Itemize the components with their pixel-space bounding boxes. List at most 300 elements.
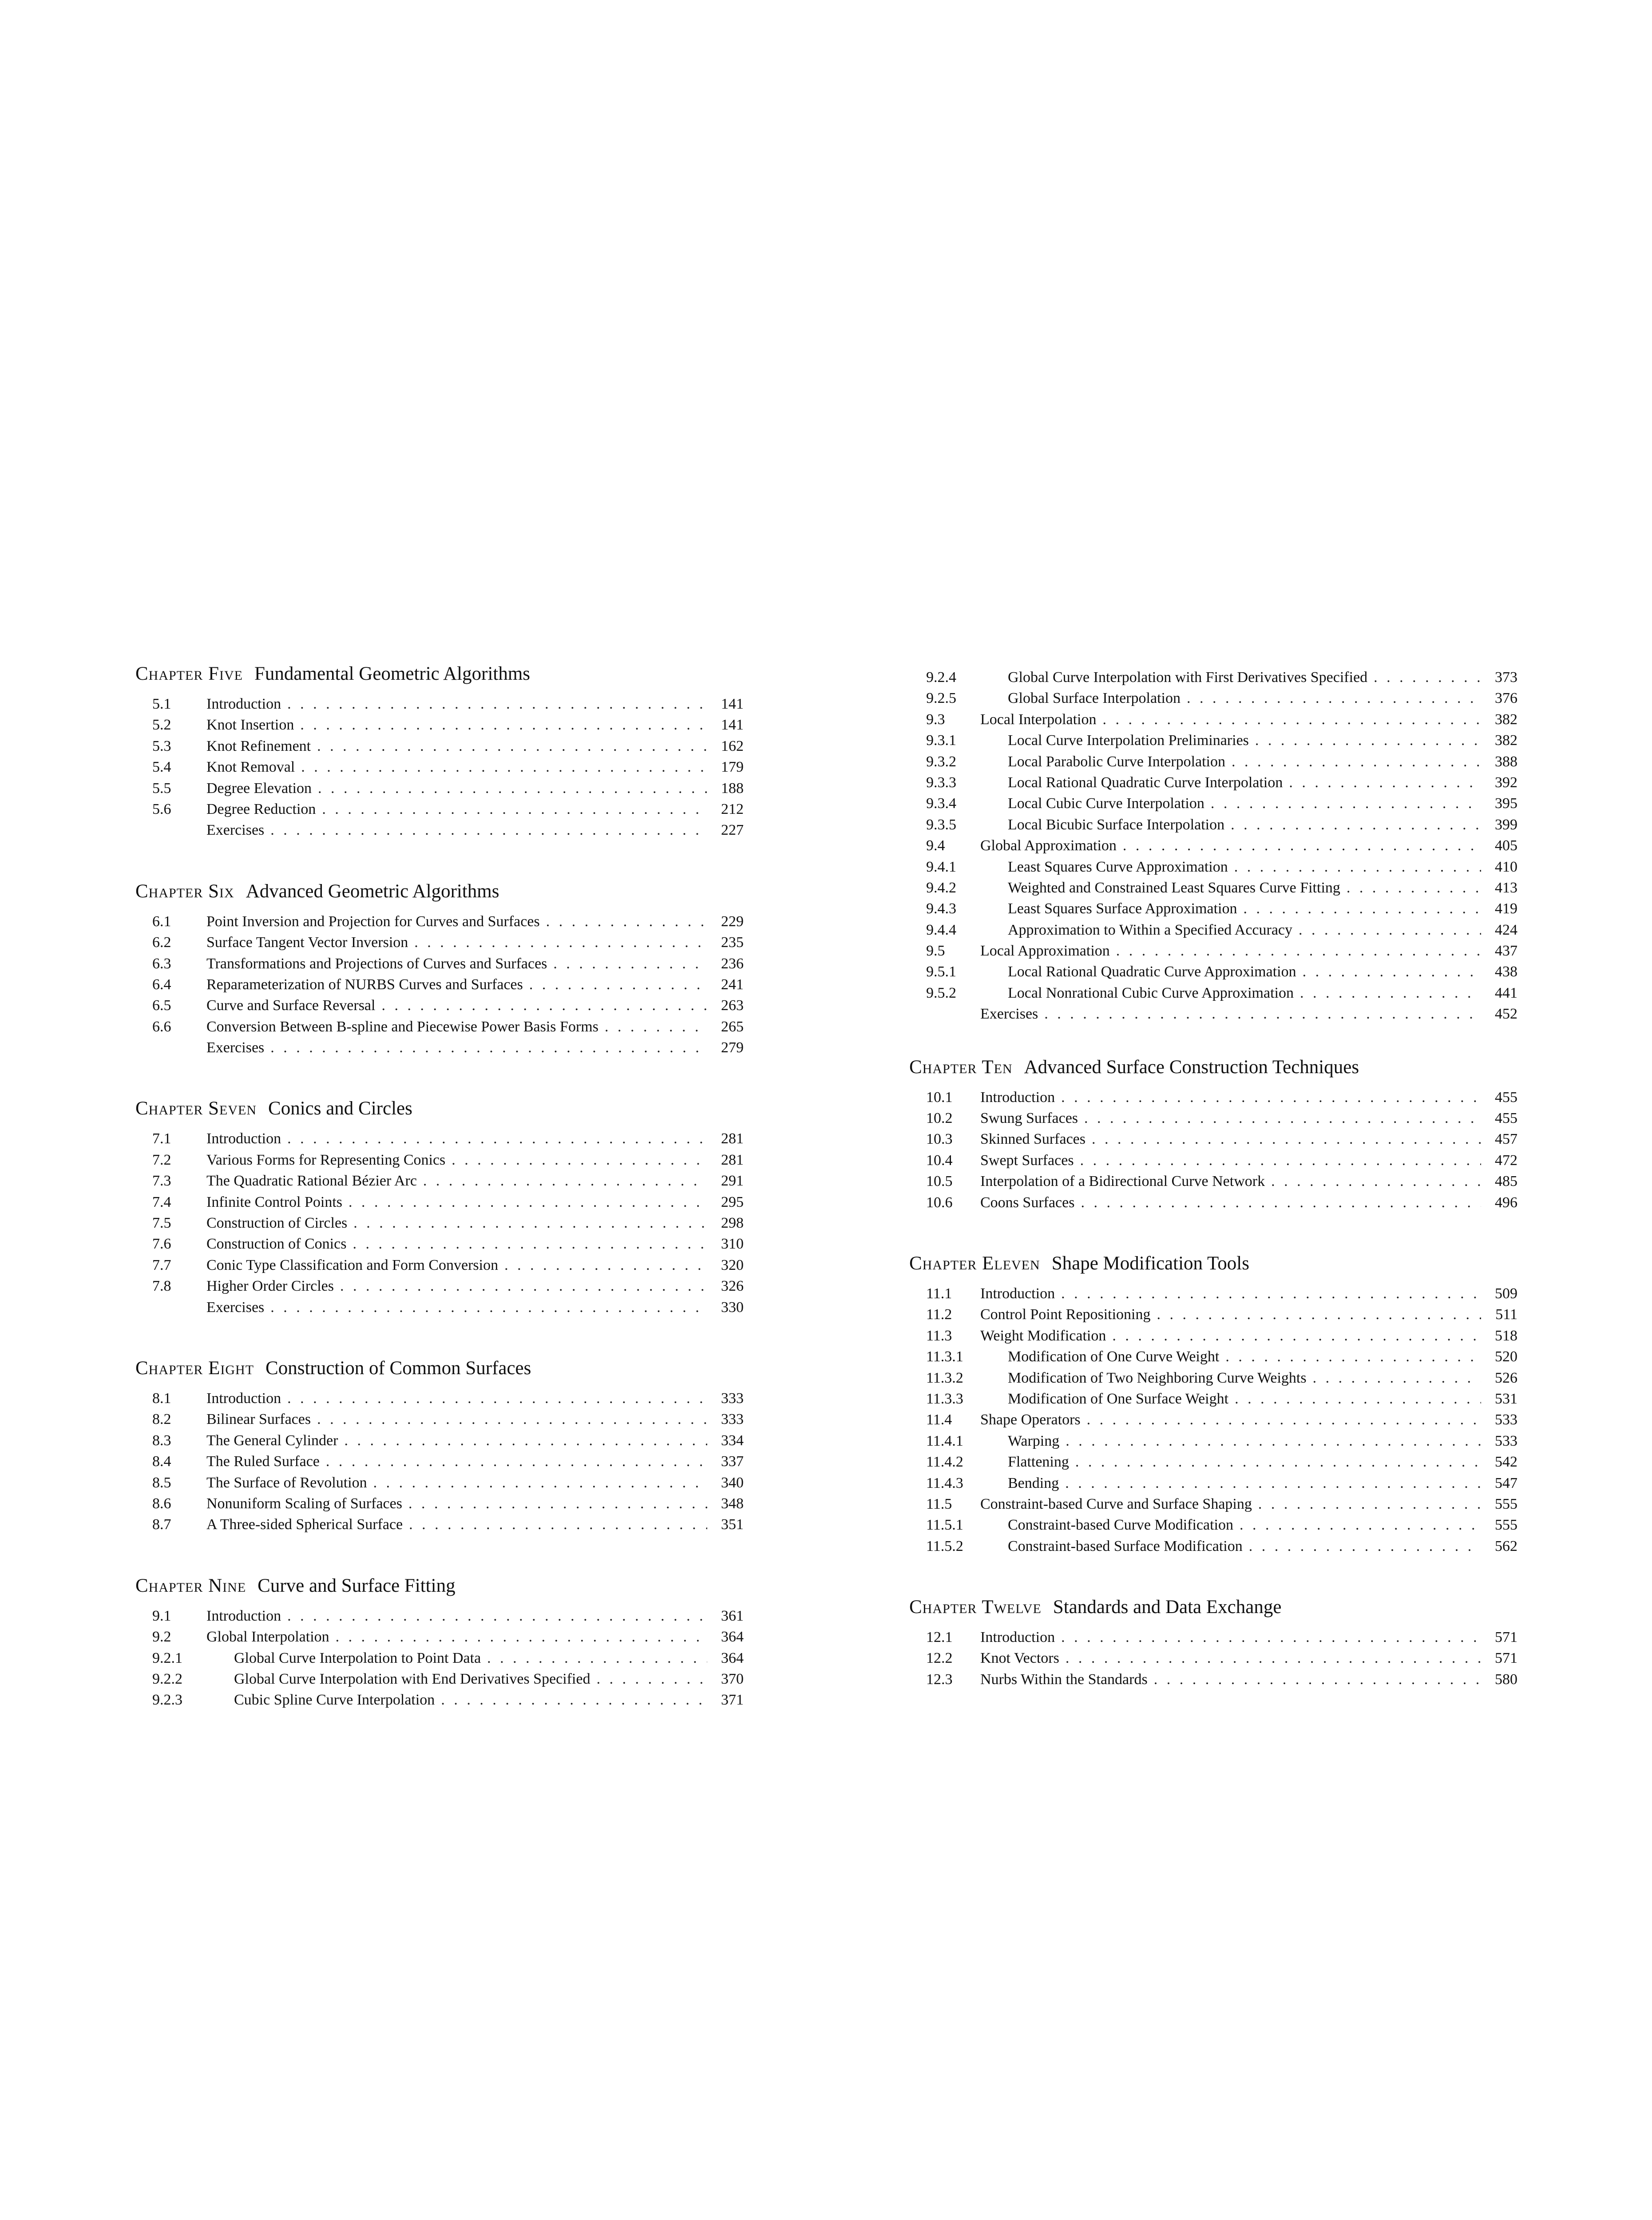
section-number: 9.2.2 — [152, 1670, 182, 1687]
section-title: The Ruled Surface — [206, 1453, 320, 1470]
dot-leader — [1061, 1283, 1481, 1304]
section-number: 10.6 — [926, 1194, 953, 1211]
page-number: 518 — [1495, 1327, 1517, 1344]
dot-leader — [287, 1388, 707, 1409]
toc-entry[interactable] — [135, 1192, 744, 1213]
section-title: Introduction — [206, 1130, 281, 1147]
section-number: 12.2 — [926, 1650, 953, 1667]
page-number: 531 — [1495, 1390, 1517, 1407]
toc-entry[interactable] — [135, 1626, 744, 1647]
section-title: Warping — [1008, 1432, 1060, 1449]
page-number: 580 — [1495, 1671, 1517, 1688]
toc-entry[interactable] — [909, 1627, 1517, 1648]
chapter-section-chapter-six — [135, 880, 744, 1058]
chapter-label: Chapter Six — [135, 880, 234, 902]
section-number: 8.6 — [152, 1495, 171, 1512]
page-number: 364 — [721, 1629, 744, 1645]
section-title: Global Surface Interpolation — [1008, 690, 1181, 707]
page-number: 281 — [721, 1130, 744, 1147]
section-number: 5.3 — [152, 737, 171, 754]
toc-entry[interactable] — [135, 714, 744, 735]
page-number: 229 — [721, 913, 744, 930]
toc-entry[interactable] — [909, 730, 1517, 751]
page-number: 330 — [721, 1299, 744, 1316]
section-title: Weight Modification — [980, 1327, 1106, 1344]
dot-leader — [373, 1472, 707, 1493]
section-number: 11.4.2 — [926, 1454, 963, 1471]
toc-entry[interactable] — [135, 1648, 744, 1669]
page-number: 373 — [1495, 669, 1517, 686]
toc-entry[interactable] — [909, 898, 1517, 919]
dot-leader — [1080, 1150, 1481, 1171]
page-number: 212 — [721, 801, 744, 817]
section-title: Local Rational Quadratic Curve Approximation — [1008, 963, 1296, 980]
page-number: 419 — [1495, 900, 1517, 917]
section-number: 9.4.2 — [926, 879, 956, 896]
toc-entry[interactable] — [135, 953, 744, 974]
page-number: 533 — [1495, 1432, 1517, 1449]
section-title: Least Squares Curve Approximation — [1008, 858, 1228, 875]
page-number: 376 — [1495, 690, 1517, 707]
page-number: 179 — [721, 759, 744, 776]
section-number: 10.1 — [926, 1089, 953, 1106]
toc-entry[interactable] — [909, 1283, 1517, 1304]
toc-entry[interactable] — [909, 1346, 1517, 1367]
section-title: Knot Insertion — [206, 717, 294, 733]
toc-entry[interactable] — [909, 1304, 1517, 1325]
toc-entry[interactable] — [135, 974, 744, 995]
section-title: Global Curve Interpolation to Point Data — [234, 1649, 481, 1666]
chapter-heading — [909, 1252, 1517, 1275]
dot-leader — [340, 1276, 707, 1296]
page-number: 542 — [1495, 1454, 1517, 1471]
toc-entry[interactable] — [909, 877, 1517, 898]
section-title: Shape Operators — [980, 1411, 1081, 1428]
section-title: Approximation to Within a Specified Accuracy — [1008, 921, 1293, 938]
page-number: 227 — [721, 822, 744, 839]
section-title: Introduction — [980, 1285, 1055, 1302]
chapter-label: Chapter Twelve — [909, 1597, 1042, 1618]
section-title: Introduction — [980, 1089, 1055, 1106]
dot-leader — [301, 757, 707, 777]
toc-entry[interactable] — [135, 1233, 744, 1254]
section-title: Coons Surfaces — [980, 1194, 1075, 1211]
dot-leader — [597, 1669, 707, 1689]
section-number: 10.3 — [926, 1131, 953, 1148]
page-number: 348 — [721, 1495, 744, 1512]
dot-leader — [1154, 1669, 1481, 1690]
dot-leader — [353, 1213, 707, 1233]
toc-entry[interactable] — [909, 814, 1517, 835]
chapter-name: Construction of Common Surfaces — [265, 1357, 531, 1379]
section-title: Modification of One Curve Weight — [1008, 1348, 1220, 1365]
section-title: Construction of Conics — [206, 1236, 347, 1253]
section-title: Local Bicubic Surface Interpolation — [1008, 816, 1225, 833]
toc-entry[interactable] — [135, 799, 744, 820]
page-number: 361 — [721, 1607, 744, 1624]
dot-leader — [1303, 961, 1481, 982]
section-number: 9.4.4 — [926, 921, 956, 938]
section-title: Local Nonrational Cubic Curve Approximation — [1008, 984, 1294, 1001]
page-number: 441 — [1495, 984, 1517, 1001]
section-number: 5.1 — [152, 696, 171, 712]
page-number: 291 — [721, 1173, 744, 1189]
dot-leader — [317, 1409, 707, 1430]
chapter-section-chapter-nine — [135, 1574, 744, 1711]
chapter-heading — [909, 1056, 1517, 1079]
section-title: The Surface of Revolution — [206, 1474, 367, 1491]
toc-entry[interactable] — [909, 961, 1517, 982]
dot-leader — [270, 820, 707, 840]
toc-entry[interactable] — [909, 1150, 1517, 1171]
section-title: The Quadratic Rational Bézier Arc — [206, 1173, 417, 1189]
dot-leader — [1123, 835, 1481, 856]
section-title: Conic Type Classification and Form Conversion — [206, 1257, 499, 1273]
page-number: 571 — [1495, 1650, 1517, 1667]
chapter-section-chapter-eleven — [909, 1252, 1517, 1557]
chapter-label: Chapter Ten — [909, 1056, 1013, 1078]
section-title: Higher Order Circles — [206, 1278, 334, 1295]
toc-entry[interactable] — [909, 1368, 1517, 1388]
page-number: 334 — [721, 1432, 744, 1449]
toc-entry[interactable] — [135, 911, 744, 932]
section-title: Surface Tangent Vector Inversion — [206, 934, 408, 951]
section-title: Local Rational Quadratic Curve Interpolation — [1008, 774, 1283, 791]
section-number: 9.1 — [152, 1607, 171, 1624]
toc-entry[interactable] — [909, 835, 1517, 856]
section-number: 5.6 — [152, 801, 171, 817]
section-number: 9.3.2 — [926, 753, 956, 770]
section-title: Local Approximation — [980, 943, 1110, 959]
page-number: 236 — [721, 955, 744, 972]
dot-leader — [1300, 983, 1481, 1003]
toc-entry[interactable] — [909, 920, 1517, 940]
section-number: 6.2 — [152, 934, 171, 951]
toc-entry[interactable] — [135, 1016, 744, 1037]
section-number: 7.6 — [152, 1236, 171, 1253]
section-title: Global Interpolation — [206, 1629, 329, 1645]
dot-leader — [300, 714, 707, 735]
dot-leader — [1103, 709, 1481, 730]
section-title: Control Point Repositioning — [980, 1306, 1151, 1323]
toc-entry[interactable] — [135, 1255, 744, 1276]
chapter-label: Chapter Five — [135, 663, 243, 684]
section-number: 11.3.2 — [926, 1369, 963, 1386]
section-number: 8.1 — [152, 1390, 171, 1407]
toc-entry[interactable] — [909, 940, 1517, 961]
toc-entry[interactable] — [135, 1150, 744, 1170]
toc-entry[interactable] — [909, 1003, 1517, 1024]
page-number: 241 — [721, 976, 744, 993]
chapter-section-chapter-eight — [135, 1357, 744, 1535]
section-number: 9.4 — [926, 837, 945, 854]
chapter-heading — [909, 1596, 1517, 1619]
section-number: 9.3.5 — [926, 816, 956, 833]
page-number: 279 — [721, 1039, 744, 1056]
toc-entry[interactable] — [909, 793, 1517, 814]
page-number: 438 — [1495, 963, 1517, 980]
toc-entry[interactable] — [135, 1451, 744, 1472]
dot-leader — [1225, 1346, 1481, 1367]
toc-entry[interactable] — [135, 1669, 744, 1689]
dot-leader — [287, 694, 707, 714]
toc-entry[interactable] — [135, 1037, 744, 1058]
section-number: 9.3.3 — [926, 774, 956, 791]
toc-entry[interactable] — [909, 1451, 1517, 1472]
toc-entry[interactable] — [135, 820, 744, 840]
chapter-continuation — [909, 667, 1517, 1025]
section-title: The General Cylinder — [206, 1432, 338, 1449]
section-number: 8.5 — [152, 1474, 171, 1491]
chapter-name: Standards and Data Exchange — [1053, 1597, 1282, 1618]
chapter-name: Conics and Circles — [268, 1098, 412, 1119]
dot-leader — [318, 778, 707, 799]
section-number: 9.4.3 — [926, 900, 956, 917]
toc-entry[interactable] — [909, 1087, 1517, 1108]
section-number: 9.2 — [152, 1629, 171, 1645]
dot-leader — [1240, 1514, 1481, 1535]
page-number: 235 — [721, 934, 744, 951]
page-number: 295 — [721, 1193, 744, 1210]
dot-leader — [322, 799, 707, 820]
dot-leader — [504, 1255, 707, 1276]
toc-entry[interactable] — [909, 856, 1517, 877]
toc-entry[interactable] — [909, 1473, 1517, 1494]
toc-entry[interactable] — [135, 694, 744, 714]
section-number: 6.4 — [152, 976, 171, 993]
section-number: 7.7 — [152, 1257, 171, 1273]
chapter-heading — [135, 1574, 744, 1598]
section-title: Transformations and Projections of Curves and Surfaces — [206, 955, 547, 972]
section-number: 11.2 — [926, 1306, 952, 1323]
toc-entry[interactable] — [909, 1536, 1517, 1557]
page-number: 452 — [1495, 1006, 1517, 1023]
section-number: 9.2.5 — [926, 690, 956, 707]
section-number: 7.4 — [152, 1193, 171, 1210]
page-number: 485 — [1495, 1173, 1517, 1190]
section-number: 7.2 — [152, 1151, 171, 1168]
dot-leader — [270, 1037, 707, 1058]
page-number: 265 — [721, 1018, 744, 1035]
section-title: Nurbs Within the Standards — [980, 1671, 1148, 1688]
toc-entry[interactable] — [909, 1388, 1517, 1409]
toc-entry[interactable] — [909, 667, 1517, 688]
section-number: 6.6 — [152, 1018, 171, 1035]
section-title: Constraint-based Surface Modification — [1008, 1538, 1243, 1554]
toc-entry[interactable] — [909, 709, 1517, 730]
section-number: 8.3 — [152, 1432, 171, 1449]
dot-leader — [336, 1626, 707, 1647]
dot-leader — [1092, 1129, 1481, 1150]
dot-leader — [1249, 1536, 1481, 1557]
section-number: 11.3.1 — [926, 1348, 963, 1365]
section-title: Knot Vectors — [980, 1650, 1059, 1667]
toc-entry[interactable] — [909, 1648, 1517, 1669]
page-number: 533 — [1495, 1411, 1517, 1428]
dot-leader — [344, 1430, 707, 1451]
section-title: Various Forms for Representing Conics — [206, 1151, 446, 1168]
toc-entry[interactable] — [135, 1297, 744, 1318]
page-number: 395 — [1495, 795, 1517, 812]
toc-entry[interactable] — [909, 1409, 1517, 1430]
section-number: 9.3.1 — [926, 732, 956, 749]
toc-entry[interactable] — [135, 1514, 744, 1535]
section-title: Least Squares Surface Approximation — [1008, 900, 1237, 917]
toc-entry[interactable] — [909, 1514, 1517, 1535]
section-number: 8.4 — [152, 1453, 171, 1470]
section-title: Infinite Control Points — [206, 1193, 342, 1210]
dot-leader — [1258, 1494, 1481, 1514]
dot-leader — [1187, 688, 1481, 709]
dot-leader — [353, 1233, 707, 1254]
section-number: 9.2.4 — [926, 669, 956, 686]
dot-leader — [349, 1192, 707, 1213]
section-title: Exercises — [980, 1006, 1038, 1023]
section-number: 11.4.3 — [926, 1475, 963, 1491]
chapter-label: Chapter Eleven — [909, 1253, 1040, 1274]
toc-entry[interactable] — [135, 1493, 744, 1514]
dot-leader — [1157, 1304, 1481, 1325]
toc-entry[interactable] — [135, 1388, 744, 1409]
dot-leader — [605, 1016, 707, 1037]
section-title: Modification of One Surface Weight — [1008, 1390, 1229, 1407]
dot-leader — [1289, 772, 1481, 793]
page-number: 457 — [1495, 1131, 1517, 1148]
page-number: 455 — [1495, 1110, 1517, 1127]
page-number: 547 — [1495, 1475, 1517, 1491]
toc-entry[interactable] — [135, 1170, 744, 1191]
toc-entry[interactable] — [135, 1276, 744, 1296]
dot-leader — [1299, 920, 1481, 940]
section-title: Swung Surfaces — [980, 1110, 1078, 1127]
toc-entry[interactable] — [909, 751, 1517, 772]
section-title: Constraint-based Curve and Surface Shaping — [980, 1495, 1252, 1512]
toc-entry[interactable] — [909, 1431, 1517, 1451]
toc-entry[interactable] — [909, 772, 1517, 793]
toc-entry[interactable] — [135, 1430, 744, 1451]
toc-entry[interactable] — [135, 1409, 744, 1430]
chapter-label: Chapter Eight — [135, 1357, 254, 1379]
section-number: 6.3 — [152, 955, 171, 972]
dot-leader — [1066, 1431, 1481, 1451]
section-number: 9.3.4 — [926, 795, 956, 812]
dot-leader — [1044, 1003, 1481, 1024]
section-title: Local Cubic Curve Interpolation — [1008, 795, 1204, 812]
section-number: 7.5 — [152, 1215, 171, 1232]
page-number: 382 — [1495, 732, 1517, 749]
dot-leader — [546, 911, 707, 932]
toc-entry[interactable] — [909, 1325, 1517, 1346]
page-number: 496 — [1495, 1194, 1517, 1211]
section-title: Point Inversion and Projection for Curves and Surfaces — [206, 913, 540, 930]
section-number: 5.2 — [152, 717, 171, 733]
page-number: 399 — [1495, 816, 1517, 833]
page-number: 571 — [1495, 1629, 1517, 1646]
section-title: Introduction — [206, 1390, 281, 1407]
dot-leader — [487, 1648, 707, 1669]
chapter-name: Advanced Surface Construction Techniques — [1024, 1056, 1359, 1078]
section-title: Introduction — [980, 1629, 1055, 1646]
toc-entry[interactable] — [909, 1129, 1517, 1150]
section-number: 7.1 — [152, 1130, 171, 1147]
section-title: Local Parabolic Curve Interpolation — [1008, 753, 1225, 770]
section-number: 9.2.3 — [152, 1692, 182, 1709]
dot-leader — [553, 953, 707, 974]
section-title: Curve and Surface Reversal — [206, 997, 376, 1014]
page-number: 413 — [1495, 879, 1517, 896]
toc-entry[interactable] — [135, 1472, 744, 1493]
toc-entry[interactable] — [909, 688, 1517, 709]
section-title: Exercises — [206, 1299, 265, 1316]
toc-entry[interactable] — [909, 1192, 1517, 1213]
toc-entry[interactable] — [135, 1128, 744, 1149]
dot-leader — [381, 995, 707, 1016]
section-number: 11.5.1 — [926, 1517, 963, 1534]
toc-entry[interactable] — [135, 995, 744, 1016]
section-number: 10.5 — [926, 1173, 953, 1190]
page-number: 326 — [721, 1278, 744, 1295]
page-number: 351 — [721, 1516, 744, 1533]
toc-entry[interactable] — [135, 736, 744, 757]
page-number: 263 — [721, 997, 744, 1014]
section-title: Local Interpolation — [980, 711, 1097, 728]
section-title: Skinned Surfaces — [980, 1131, 1086, 1148]
section-number: 9.5.2 — [926, 984, 956, 1001]
section-title: Construction of Circles — [206, 1215, 348, 1232]
toc-entry[interactable] — [135, 757, 744, 777]
toc-entry[interactable] — [135, 1689, 744, 1710]
page-number: 281 — [721, 1151, 744, 1168]
dot-leader — [452, 1150, 707, 1170]
page-number: 333 — [721, 1411, 744, 1428]
toc-entry[interactable] — [909, 1494, 1517, 1514]
section-number: 8.7 — [152, 1516, 171, 1533]
page-number: 437 — [1495, 943, 1517, 959]
toc-entry[interactable] — [909, 1669, 1517, 1690]
section-title: Constraint-based Curve Modification — [1008, 1517, 1234, 1534]
section-title: Knot Removal — [206, 759, 295, 776]
section-title: Introduction — [206, 1607, 281, 1624]
toc-entry[interactable] — [135, 778, 744, 799]
section-title: Weighted and Constrained Least Squares Curve Fitting — [1008, 879, 1340, 896]
page-number: 298 — [721, 1215, 744, 1232]
toc-entry[interactable] — [909, 1171, 1517, 1192]
dot-leader — [1234, 856, 1481, 877]
dot-leader — [1235, 1388, 1481, 1409]
chapter-heading — [135, 662, 744, 686]
toc-entry[interactable] — [135, 1213, 744, 1233]
chapter-heading — [135, 880, 744, 903]
page-number: 340 — [721, 1474, 744, 1491]
toc-entry[interactable] — [909, 1108, 1517, 1129]
chapter-label: Chapter Nine — [135, 1575, 246, 1596]
chapter-heading — [135, 1357, 744, 1380]
toc-entry[interactable] — [909, 983, 1517, 1003]
section-title: Bending — [1008, 1475, 1059, 1491]
dot-leader — [1271, 1171, 1481, 1192]
dot-leader — [270, 1297, 707, 1318]
section-title: A Three-sided Spherical Surface — [206, 1516, 403, 1533]
dot-leader — [1255, 730, 1481, 751]
toc-entry[interactable] — [135, 1606, 744, 1626]
page-number: 333 — [721, 1390, 744, 1407]
section-title: Degree Reduction — [206, 801, 316, 817]
page-number: 320 — [721, 1257, 744, 1273]
dot-leader — [1075, 1451, 1481, 1472]
toc-entry[interactable] — [135, 932, 744, 953]
section-number: 11.4.1 — [926, 1432, 963, 1449]
page-number: 472 — [1495, 1152, 1517, 1169]
